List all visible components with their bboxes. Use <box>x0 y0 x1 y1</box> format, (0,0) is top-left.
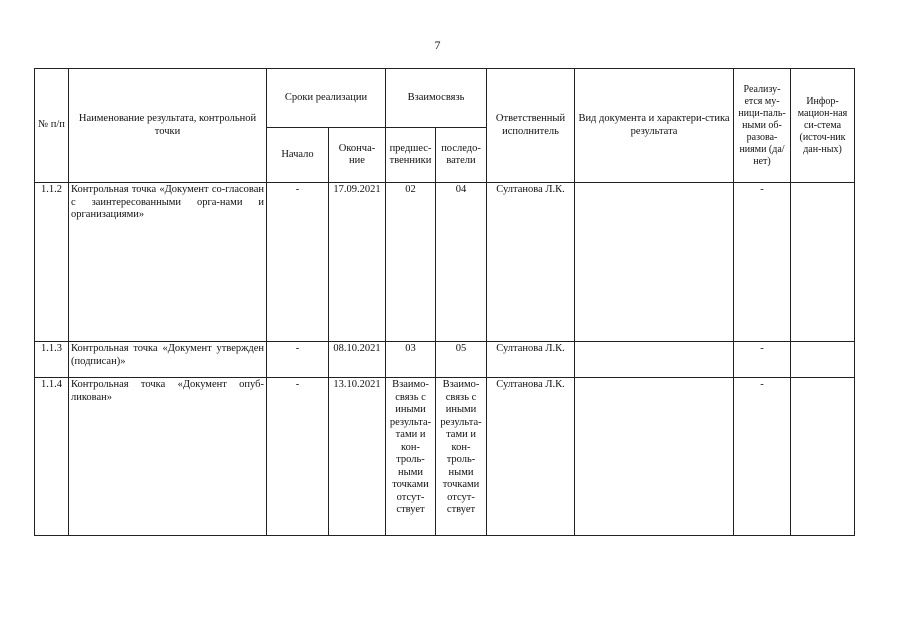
row-name: Контрольная точка «Документ со-гласован с заинтересованными орга-нами и организациями» <box>69 183 267 342</box>
row-predecessors: 03 <box>386 342 436 378</box>
row-num: 1.1.4 <box>35 378 69 536</box>
row-responsible: Султанова Л.К. <box>487 342 575 378</box>
row-successors: 04 <box>436 183 487 342</box>
table-row <box>35 342 855 378</box>
row-predecessors: Взаимо-связь с иными результа-тами и кон-троль-ными точками отсут-ствует <box>386 378 436 536</box>
header-predecessors: предшес-твенники <box>386 128 436 183</box>
row-end: 08.10.2021 <box>329 342 386 378</box>
row-doc-type <box>575 183 734 342</box>
row-num: 1.1.2 <box>35 183 69 342</box>
header-end: Оконча-ние <box>329 128 386 183</box>
row-municipal: - <box>734 183 791 342</box>
row-start: - <box>267 342 329 378</box>
table-row <box>35 183 855 342</box>
row-responsible: Султанова Л.К. <box>487 378 575 536</box>
row-start: - <box>267 378 329 536</box>
row-info-system <box>791 378 855 536</box>
row-start: - <box>267 183 329 342</box>
row-predecessors: 02 <box>386 183 436 342</box>
row-num: 1.1.3 <box>35 342 69 378</box>
row-municipal: - <box>734 378 791 536</box>
row-successors: 05 <box>436 342 487 378</box>
row-responsible: Султанова Л.К. <box>487 183 575 342</box>
row-end: 17.09.2021 <box>329 183 386 342</box>
row-info-system <box>791 342 855 378</box>
header-dates-group: Сроки реализации <box>267 69 386 128</box>
header-name: Наименование результата, контрольной точки <box>69 69 267 183</box>
row-doc-type <box>575 342 734 378</box>
plan-table <box>34 68 855 536</box>
header-links-group: Взаимосвязь <box>386 69 487 128</box>
row-end: 13.10.2021 <box>329 378 386 536</box>
header-municipal: Реализу-ется му-ници-паль-ными об-разова-ниями (да/нет) <box>734 69 791 183</box>
row-info-system <box>791 183 855 342</box>
header-start: Начало <box>267 128 329 183</box>
header-successors: последо-ватели <box>436 128 487 183</box>
row-name: Контрольная точка «Документ утвержден (подписан)» <box>69 342 267 378</box>
row-name: Контрольная точка «Документ опуб-ликован» <box>69 378 267 536</box>
table-row <box>35 378 855 536</box>
row-successors: Взаимо-связь с иными результа-тами и кон-троль-ными точками отсут-ствует <box>436 378 487 536</box>
row-municipal: - <box>734 342 791 378</box>
header-doc-type: Вид документа и характери-стика результата <box>575 69 734 183</box>
header-info-system: Инфор-мацион-ная си-стема (источ-ник дан-ных) <box>791 69 855 183</box>
page-number: 7 <box>434 38 441 52</box>
header-num: № п/п <box>35 69 69 183</box>
header-responsible: Ответственный исполнитель <box>487 69 575 183</box>
row-doc-type <box>575 378 734 536</box>
